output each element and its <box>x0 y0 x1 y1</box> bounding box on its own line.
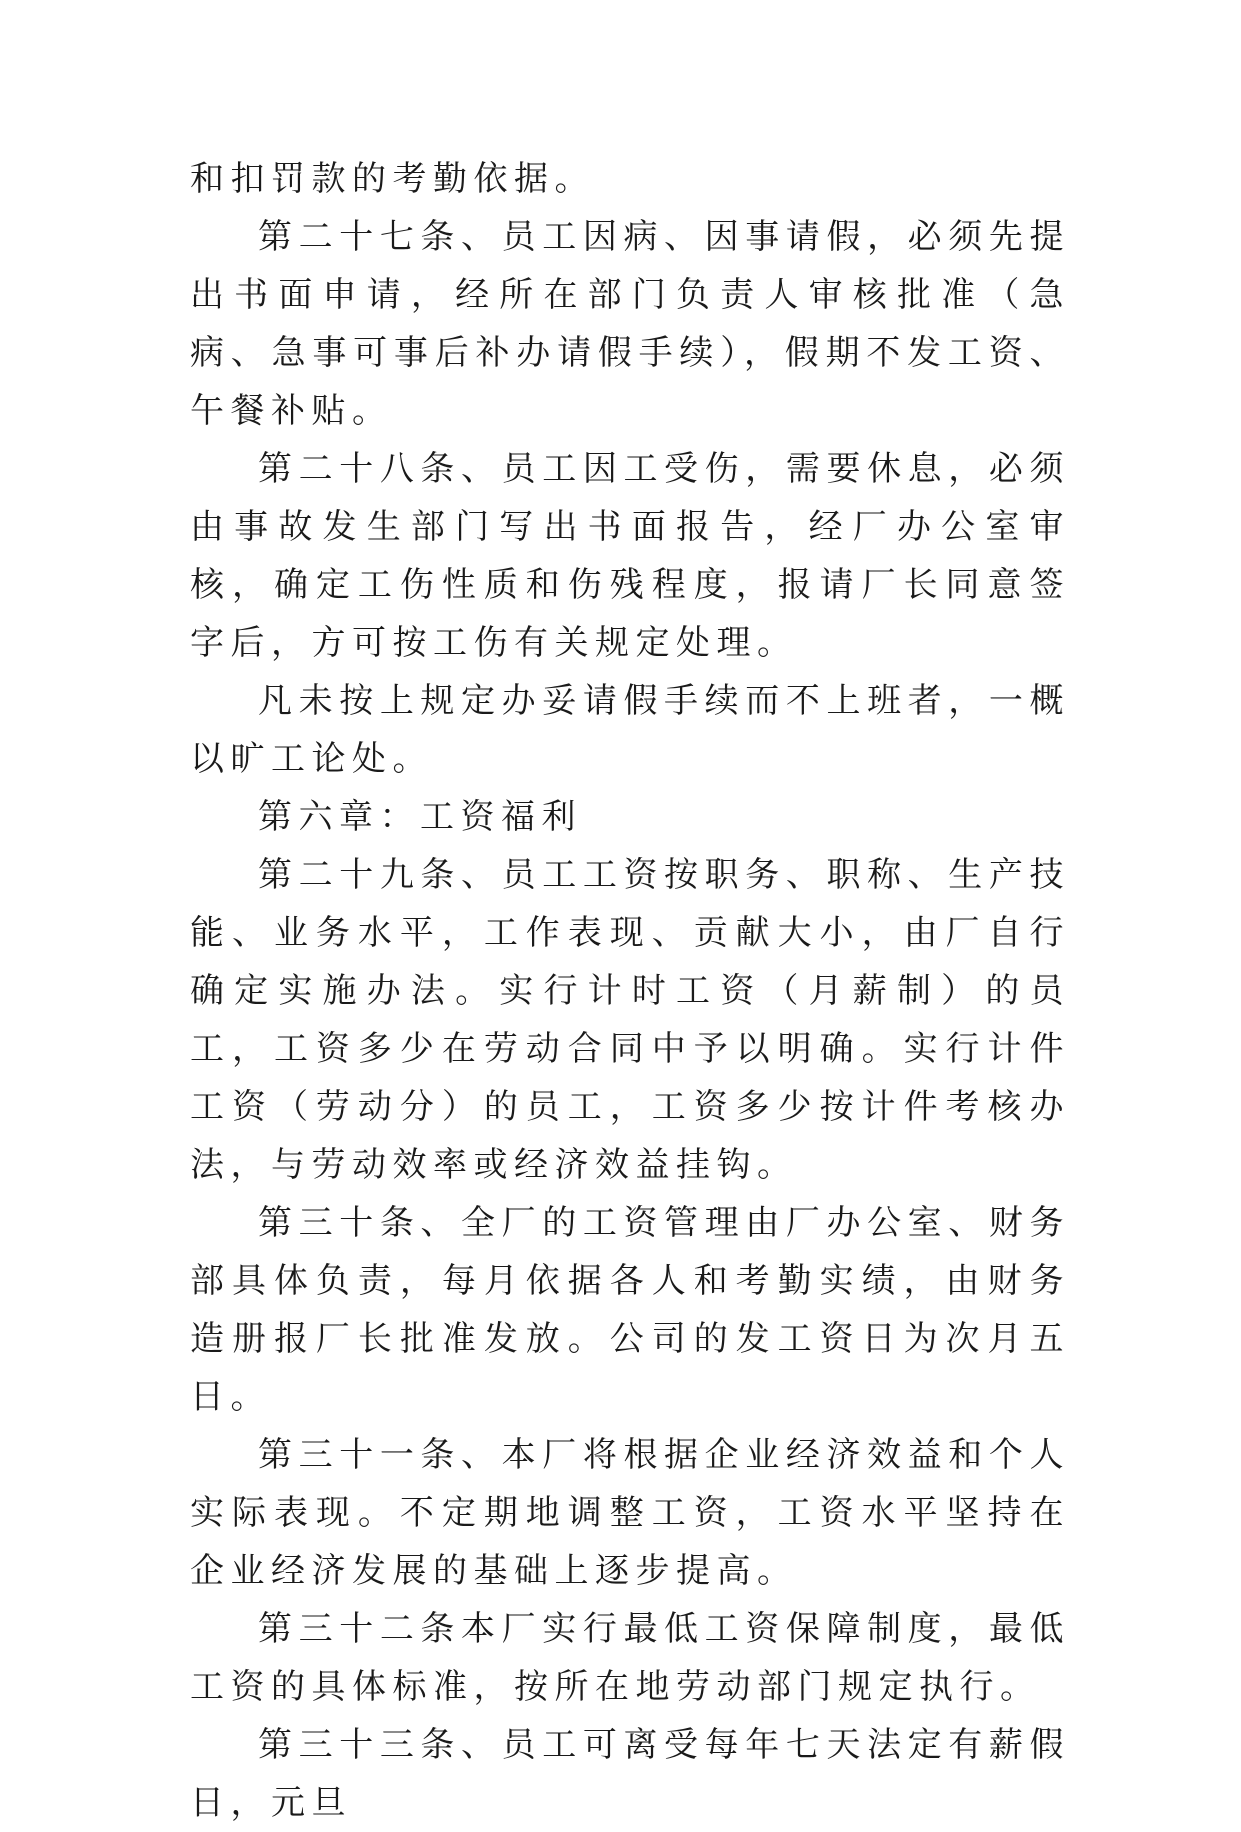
paragraph-article-27: 第二十七条、员工因病、因事请假，必须先提出书面申请，经所在部门负责人审核批准（急病、急事可事后补办请假手续），假期不发工资、午餐补贴。 <box>190 217 1070 431</box>
paragraph-article-28: 第二十八条、员工因工受伤，需要休息，必须由事故发生部门写出书面报告，经厂办公室审核，确定工伤性质和伤残程度，报请厂长同意签字后，方可按工伤有关规定处理。 <box>190 449 1070 663</box>
chapter-heading-6: 第六章：工资福利 <box>258 797 582 837</box>
paragraph-article-32: 第三十二条本厂实行最低工资保障制度，最低工资的具体标准，按所在地劳动部门规定执行。 <box>190 1609 1070 1707</box>
paragraph-article-30: 第三十条、全厂的工资管理由厂办公室、财务部具体负责，每月依据各人和考勤实绩，由财务造册报厂长批准发放。公司的发工资日为次月五日。 <box>190 1203 1070 1417</box>
paragraph-article-33: 第三十三条、员工可离受每年七天法定有薪假日，元旦 <box>190 1725 1070 1823</box>
paragraph-attendance-basis: 和扣罚款的考勤依据。 <box>190 159 595 199</box>
paragraph-article-31: 第三十一条、本厂将根据企业经济效益和个人实际表现。不定期地调整工资，工资水平坚持在企业经济发展的基础上逐步提高。 <box>190 1435 1070 1591</box>
document-body <box>190 150 1070 1832</box>
paragraph-absenteeism-rule: 凡未按上规定办妥请假手续而不上班者，一概以旷工论处。 <box>190 681 1070 779</box>
paragraph-article-29: 第二十九条、员工工资按职务、职称、生产技能、业务水平，工作表现、贡献大小，由厂自行确定实施办法。实行计时工资（月薪制）的员工，工资多少在劳动合同中予以明确。实行计件工资（劳动分）的员工，工资多少按计件考核办法，与劳动效率或经济效益挂钩。 <box>190 855 1070 1185</box>
